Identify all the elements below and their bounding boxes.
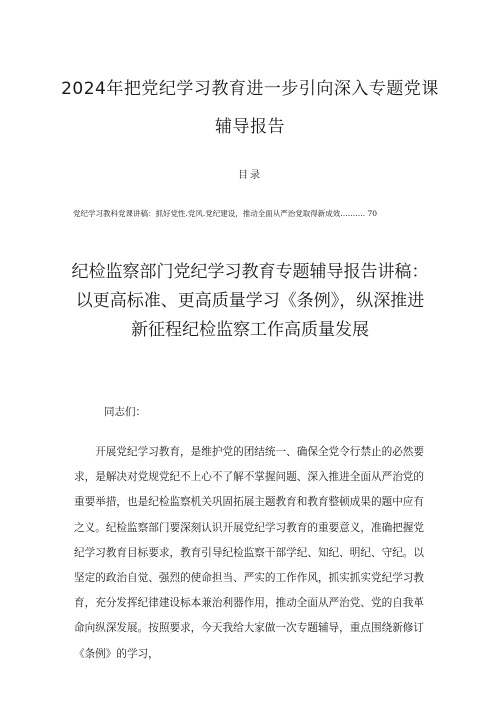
toc-entry[interactable]: 党纪学习教科党课讲稿：抓好党性.党风.党纪建设，推动全面从严治党取得新成效………. 70 [73,209,378,218]
salutation: 同志们： [104,406,146,418]
document-title: 2024年把党纪学习教育进一步引向深入专题党课辅导报告 [61,79,439,137]
toc-heading: 目录 [238,170,262,181]
section-title: 纪检监察部门党纪学习教育专题辅导报告讲稿：以更高标准、更高质量学习《条例》，纵深推进新征程纪检监察工作高质量发展 [71,262,429,340]
body-paragraph: 开展党纪学习教育，是维护党的团结统一、确保全党令行禁止的必然要求，是解决对党规党纪不上心不了解不掌握问题、深入推进全面从严治党的重要举措，也是纪检监察机关巩固拓展主题教育和教育整顿成果的题中应有之义。纪检监察部门要深刻认识开展党纪学习教育的重要意义，准确把握党纪学习教育目标要求，教育引导纪检监察干部学纪、知纪、明纪、守纪。以坚定的政治自觉、强烈的使命担当、严实的工作作风，抓实抓实党纪学习教育，充分发挥纪律建设标本兼治利器作用，推动全面从严治党、党的自我革命向纵深发展。按照要求，今天我给大家做一次专题辅导，重点围绕新修订《条例》的学习， [74,446,424,660]
